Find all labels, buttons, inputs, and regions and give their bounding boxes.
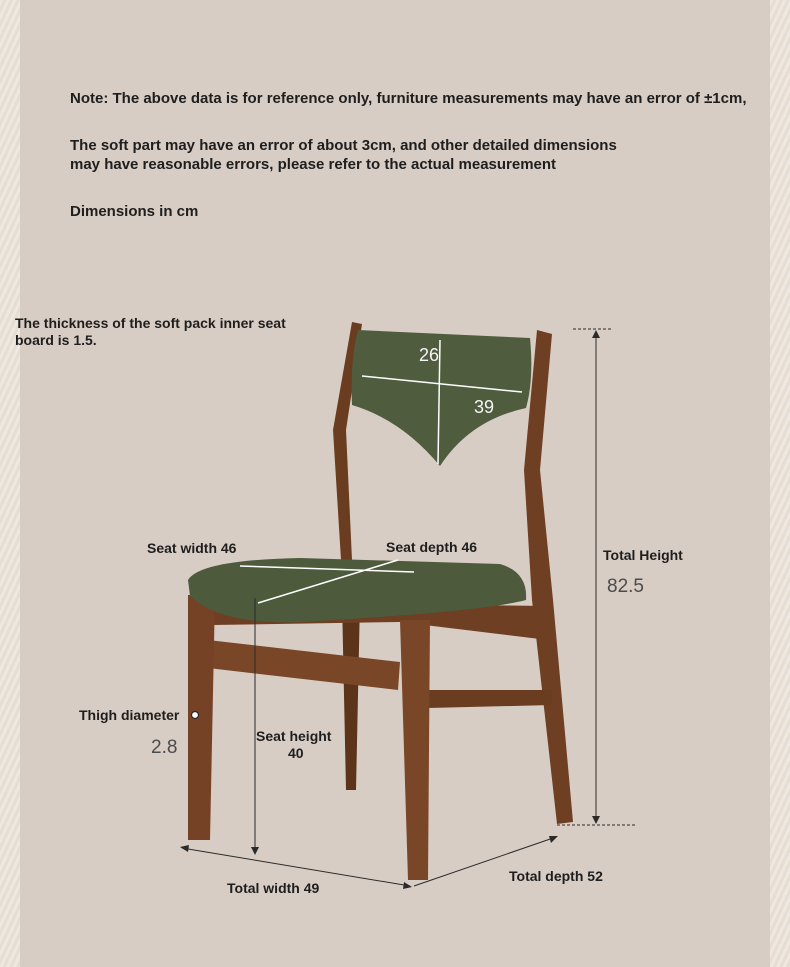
front-stretcher [208,640,400,690]
note-line-1: Note: The above data is for reference only, furniture measurements may have an error of ±1cm, [70,90,747,107]
backrest-width-value: 39 [474,397,495,417]
note-line-2a: The soft part may have an error of about 3cm, and other detailed dimensions [70,137,617,154]
backrest-cushion [352,330,532,466]
seat-height-label: Seat height [256,728,332,744]
right-back-upright [524,330,573,824]
seat-width-label: Seat width 46 [147,540,237,556]
thigh-diameter-label: Thigh diameter [79,707,180,723]
total-height-label: Total Height [603,547,683,563]
note-line-2b: may have reasonable errors, please refer to the actual measurement [70,156,557,173]
total-height-value: 82.5 [607,576,644,597]
rear-left-leg [342,600,360,790]
thigh-diameter-value: 2.8 [151,737,178,758]
backrest-height-value: 26 [419,345,440,365]
dimensions-unit: Dimensions in cm [70,203,199,220]
seat-height-value: 40 [288,745,304,761]
seat-depth-label: Seat depth 46 [386,539,478,555]
total-depth-label: Total depth 52 [509,868,603,884]
side-rail [428,690,552,708]
inner-seat-note-line-2: board is 1.5. [15,332,97,348]
inner-seat-note-line-1: The thickness of the soft pack inner seat [15,315,286,331]
front-right-leg [400,620,430,880]
total-width-label: Total width 49 [227,880,320,896]
